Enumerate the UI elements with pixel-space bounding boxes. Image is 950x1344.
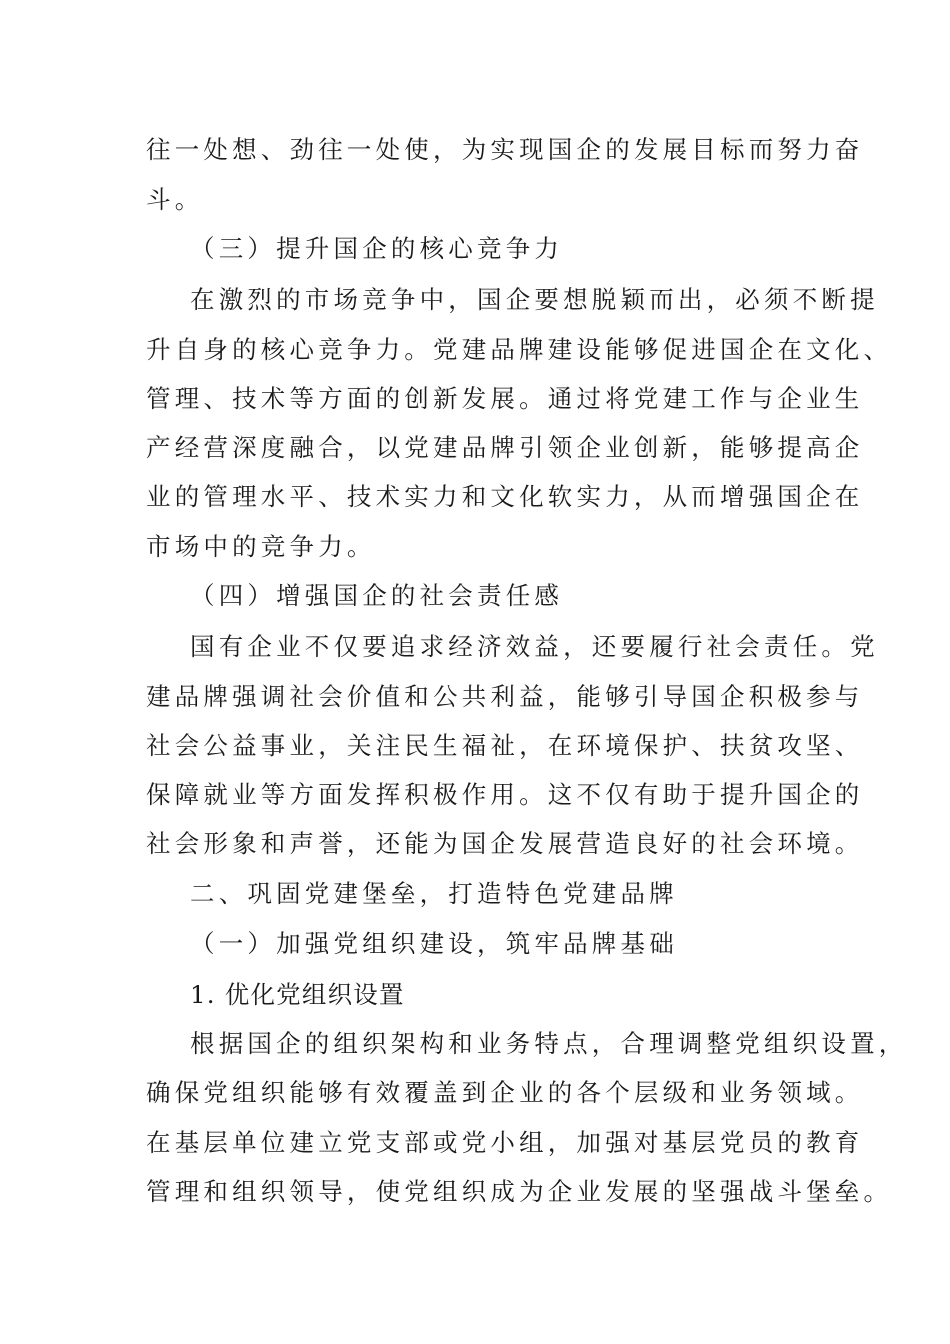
body-line: 在激烈的市场竞争中，国企要想脱颖而出，必须不断提	[190, 285, 879, 314]
body-line: 管理和组织领导，使党组织成为企业发展的坚强战斗堡垒。	[146, 1177, 893, 1206]
body-line: 升自身的核心竞争力。党建品牌建设能够促进国企在文化、	[146, 335, 893, 364]
body-line: 保障就业等方面发挥积极作用。这不仅有助于提升国企的	[146, 780, 864, 809]
body-line: 根据国企的组织架构和业务特点，合理调整党组织设置，	[190, 1029, 908, 1058]
body-line: 社会形象和声誉，还能为国企发展营造良好的社会环境。	[146, 829, 864, 858]
body-line: 市场中的竞争力。	[146, 532, 376, 561]
body-line: 业的管理水平、技术实力和文化软实力，从而增强国企在	[146, 482, 864, 511]
body-line: 建品牌强调社会价值和公共利益，能够引导国企积极参与	[146, 682, 864, 711]
body-line: 斗。	[146, 185, 204, 214]
body-line: 往一处想、劲往一处使，为实现国企的发展目标而努力奋	[146, 135, 864, 164]
section-heading-1: （一）加强党组织建设，筑牢品牌基础	[190, 929, 678, 958]
body-line: 管理、技术等方面的创新发展。通过将党建工作与企业生	[146, 384, 864, 413]
section-heading-3: （三）提升国企的核心竞争力	[190, 234, 564, 263]
chapter-heading-2: 二、巩固党建堡垒，打造特色党建品牌	[190, 879, 678, 908]
section-heading-4: （四）增强国企的社会责任感	[190, 581, 564, 610]
body-line: 产经营深度融合，以党建品牌引领企业创新，能够提高企	[146, 433, 864, 462]
body-line: 确保党组织能够有效覆盖到企业的各个层级和业务领域。	[146, 1078, 864, 1107]
body-line: 国有企业不仅要追求经济效益，还要履行社会责任。党	[190, 632, 879, 661]
body-line: 在基层单位建立党支部或党小组，加强对基层党员的教育	[146, 1128, 864, 1157]
body-line: 社会公益事业，关注民生福祉，在环境保护、扶贫攻坚、	[146, 731, 864, 760]
subsection-heading-1: 1. 优化党组织设置	[190, 980, 405, 1009]
